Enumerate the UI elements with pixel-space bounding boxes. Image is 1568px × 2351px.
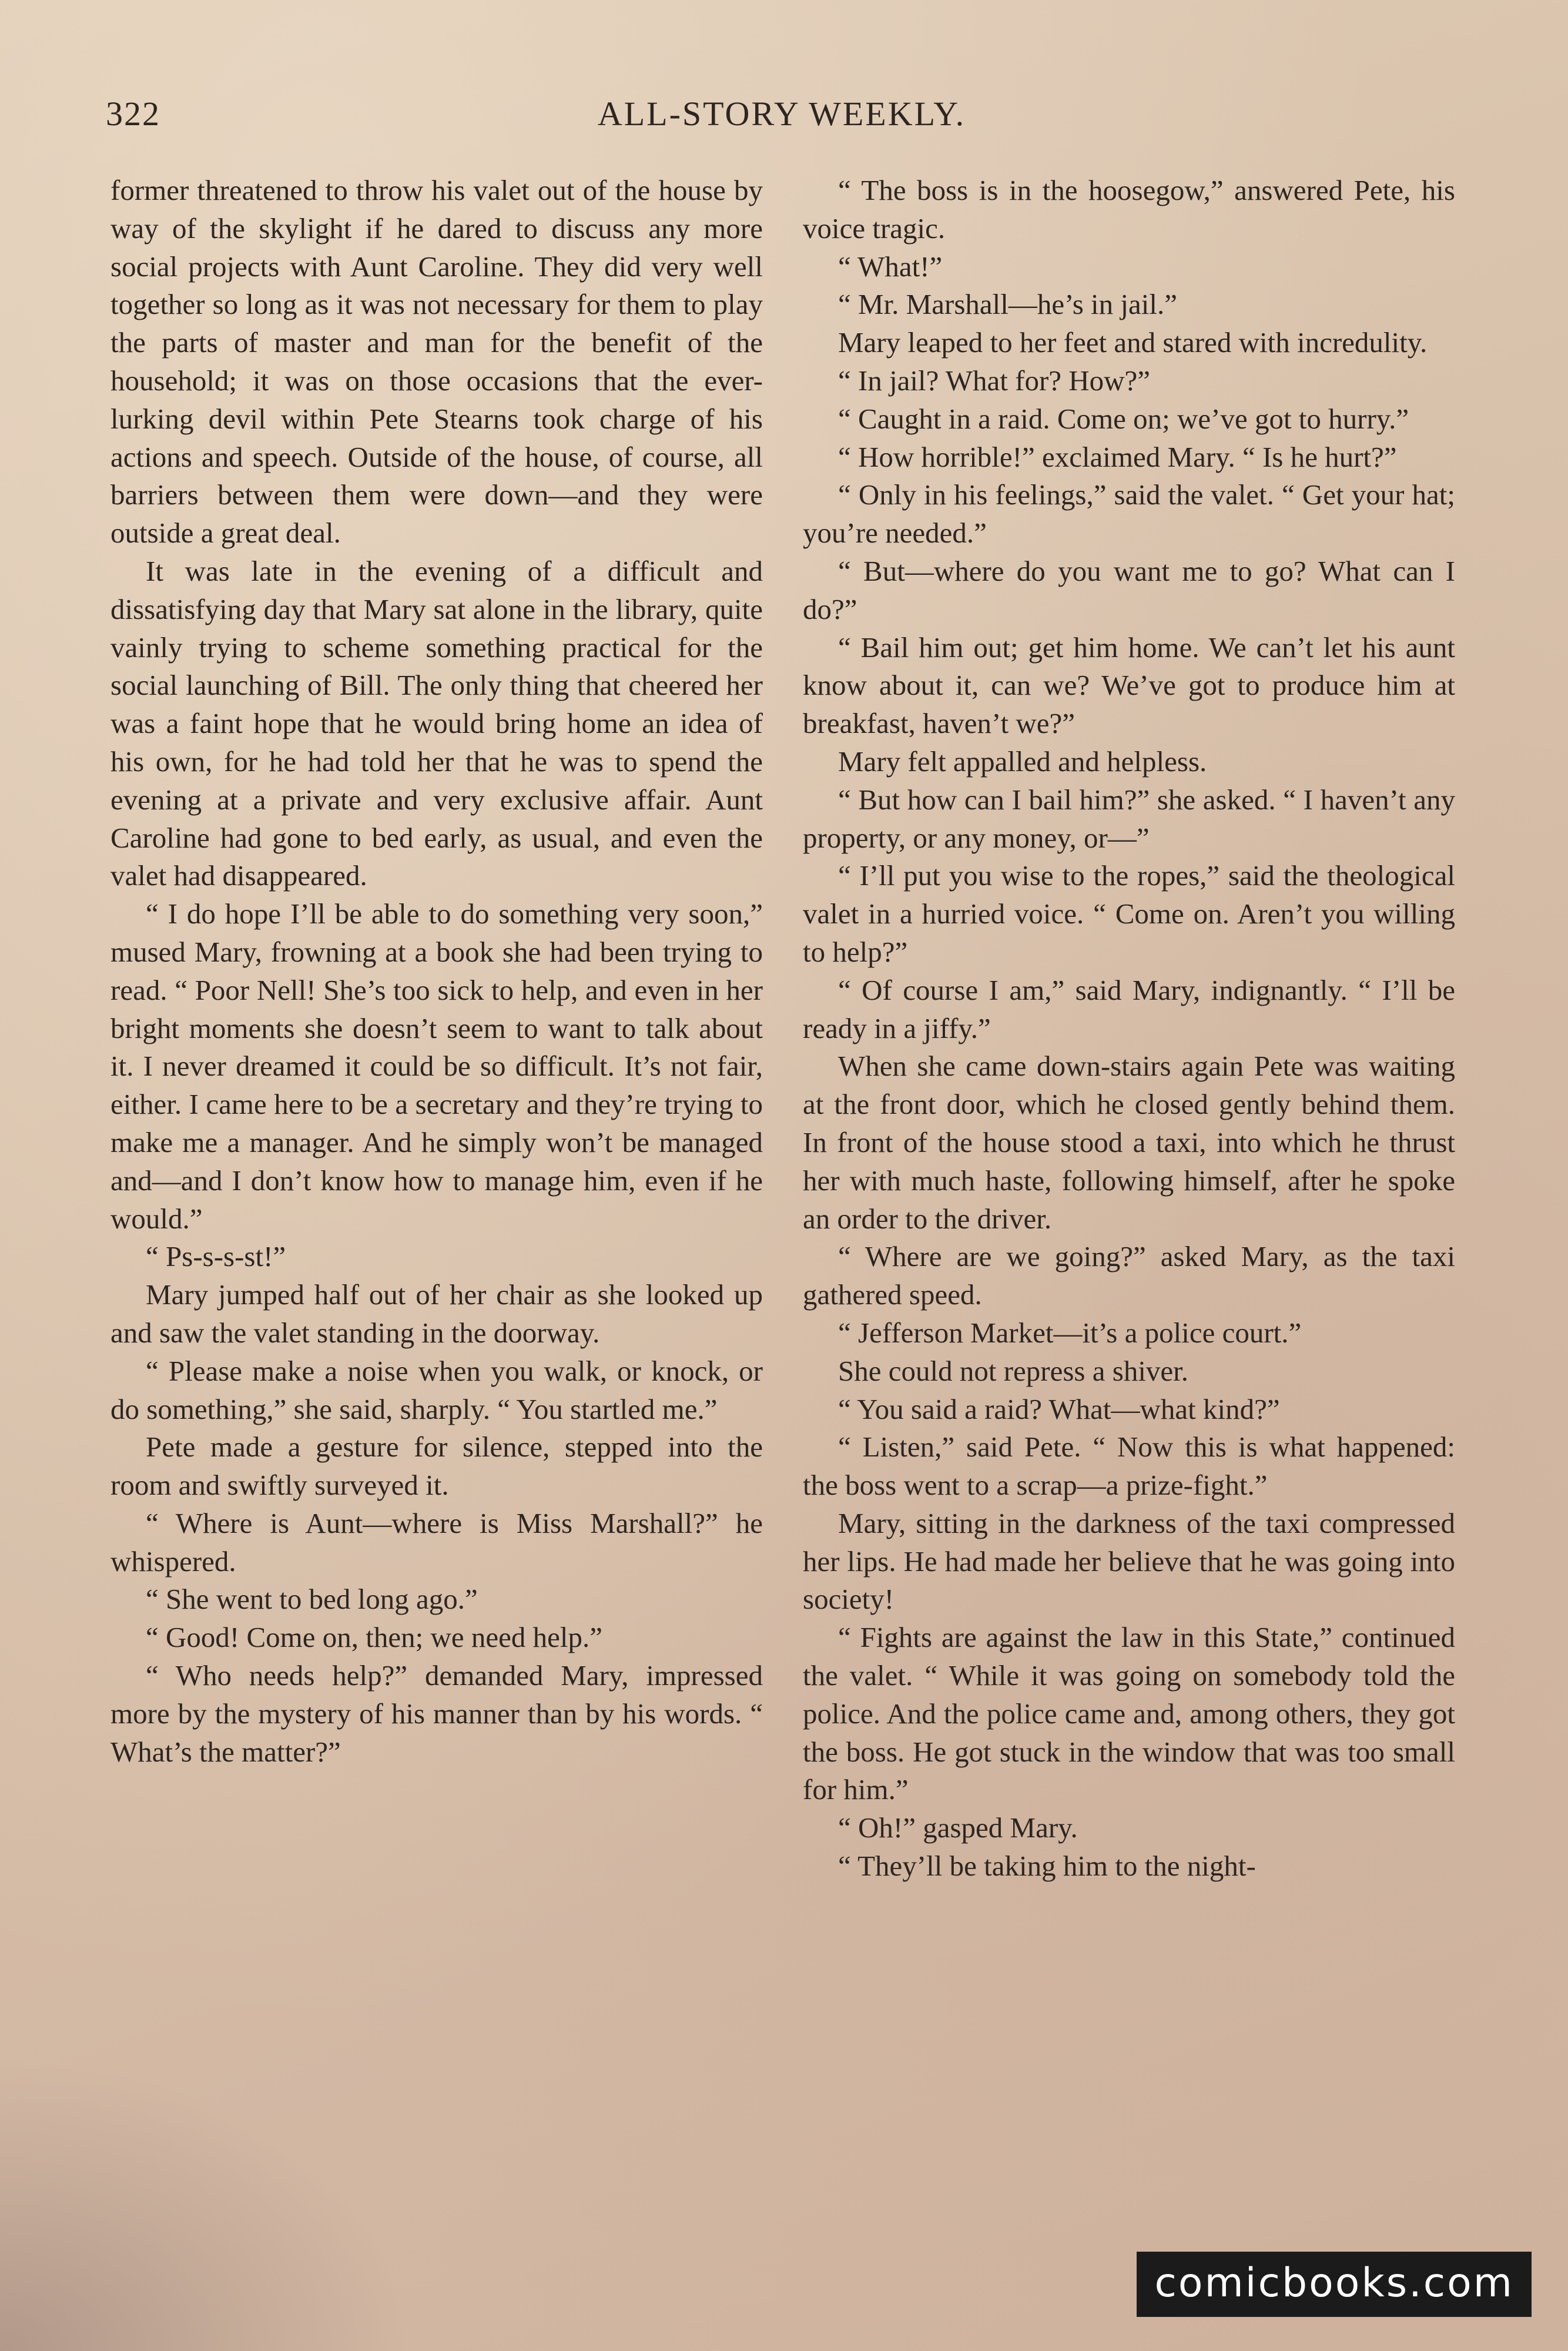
- paragraph: “ You said a raid? What—what kind?”: [838, 1392, 1280, 1425]
- paragraph: “ Good! Come on, then; we need help.”: [146, 1621, 602, 1654]
- paragraph: “ Listen,” said Pete. “ Now this is what happened: the boss went to a scrap—a prize-fight.”: [803, 1431, 1455, 1502]
- page-shading: [0, 2057, 411, 2351]
- right-column: [803, 172, 1455, 1886]
- paragraph: “ Who needs help?” demanded Mary, impressed more by the mystery of his manner than by his words. “ What’s the matter?”: [110, 1659, 763, 1768]
- paragraph: “ What!”: [838, 250, 943, 283]
- paragraph: “ I do hope I’ll be able to do something very soon,” mused Mary, frowning at a book she had been trying to read. “ Poor Nell! She’s too sick to help, and even in her bright moments she doesn’t seem to want to talk about it. I never dreamed it could be so difficult. It’s not fair, either. I came here to be a secretary and they’re trying to make me a manager. And he simply won’t be managed and—and I don’t know how to manage him, even if he would.”: [110, 897, 763, 1235]
- paragraph: When she came down-stairs again Pete was waiting at the front door, which he closed gently behind them. In front of the house stood a taxi, into which he thrust her with much haste, following himself, after he spoke an order to the driver.: [803, 1050, 1455, 1235]
- paragraph: “ I’ll put you wise to the ropes,” said the theological valet in a hurried voice. “ Come on. Aren’t you willing to help?”: [803, 859, 1455, 968]
- paragraph: “ But—where do you want me to go? What can I do?”: [803, 554, 1455, 625]
- paragraph: former threatened to throw his valet out of the house by way of the skylight if he dared to discuss any more social projects with Aunt Caroline. They did very well together so long as it was not necessary for them to play the parts of master and man for the benefit of the household; it was on those occasions that the ever-lurking devil within Pete Stearns took charge of his actions and speech. Outside of the house, of course, all barriers between them were down—and they were outside a great deal.: [110, 174, 763, 550]
- paragraph: “ In jail? What for? How?”: [838, 364, 1151, 397]
- page-number: 322: [106, 95, 160, 133]
- running-title: ALL-STORY WEEKLY.: [597, 95, 966, 133]
- paragraph: “ Bail him out; get him home. We can’t let his aunt know about it, can we? We’ve got to produce him at breakfast, haven’t we?”: [803, 631, 1455, 740]
- paragraph: “ She went to bed long ago.”: [146, 1583, 478, 1616]
- paragraph: “ Where is Aunt—where is Miss Marshall?” he whispered.: [110, 1506, 763, 1578]
- paragraph: She could not repress a shiver.: [838, 1354, 1189, 1387]
- paragraph: “ Caught in a raid. Come on; we’ve got to hurry.”: [838, 402, 1409, 435]
- left-column: [110, 172, 763, 1771]
- paragraph: “ But how can I bail him?” she asked. “ I haven’t any property, or any money, or—”: [803, 783, 1455, 854]
- paragraph: “ Fights are against the law in this State,” continued the valet. “ While it was going on somebody told the police. And the police came and, among others, they got the boss. He got stuck in the window that was too small for him.”: [803, 1621, 1455, 1806]
- page-header: [106, 94, 1458, 147]
- paragraph: “ The boss is in the hoosegow,” answered Pete, his voice tragic.: [803, 174, 1455, 245]
- paragraph: “ Please make a noise when you walk, or knock, or do something,” she said, sharply. “ You startled me.”: [110, 1354, 763, 1425]
- paragraph: “ Ps-s-s-st!”: [146, 1240, 286, 1273]
- paragraph: “ Where are we going?” asked Mary, as the taxi gathered speed.: [803, 1240, 1455, 1311]
- paragraph: “ Mr. Marshall—he’s in jail.”: [838, 288, 1177, 321]
- paragraph: “ How horrible!” exclaimed Mary. “ Is he hurt?”: [838, 440, 1397, 473]
- paragraph: “ Only in his feelings,” said the valet. “ Get your hat; you’re needed.”: [803, 478, 1455, 550]
- paragraph: Pete made a gesture for silence, stepped into the room and swiftly surveyed it.: [110, 1431, 763, 1502]
- paragraph: It was late in the evening of a difficult and dissatisfying day that Mary sat alone in the library, quite vainly trying to scheme something practical for the social launching of Bill. The only thing that cheered her was a faint hope that he would bring home an idea of his own, for he had told her that he was to spend the evening at a private and very exclusive affair. Aunt Caroline had gone to bed early, as usual, and even the valet had disappeared.: [110, 554, 763, 892]
- paragraph: Mary felt appalled and helpless.: [838, 745, 1207, 778]
- watermark-badge: comicbooks.com: [1137, 2252, 1532, 2317]
- paragraph: Mary, sitting in the darkness of the taxi compressed her lips. He had made her believe that he was going into society!: [803, 1506, 1455, 1616]
- paragraph: Mary jumped half out of her chair as she looked up and saw the valet standing in the doorway.: [110, 1278, 763, 1349]
- paragraph: “ Of course I am,” said Mary, indignantly. “ I’ll be ready in a jiffy.”: [803, 973, 1455, 1044]
- paragraph: Mary leaped to her feet and stared with incredulity.: [838, 326, 1428, 359]
- paragraph: “ They’ll be taking him to the night-: [838, 1850, 1256, 1883]
- paragraph: “ Jefferson Market—it’s a police court.”: [838, 1316, 1302, 1349]
- paragraph: “ Oh!” gasped Mary.: [838, 1811, 1078, 1844]
